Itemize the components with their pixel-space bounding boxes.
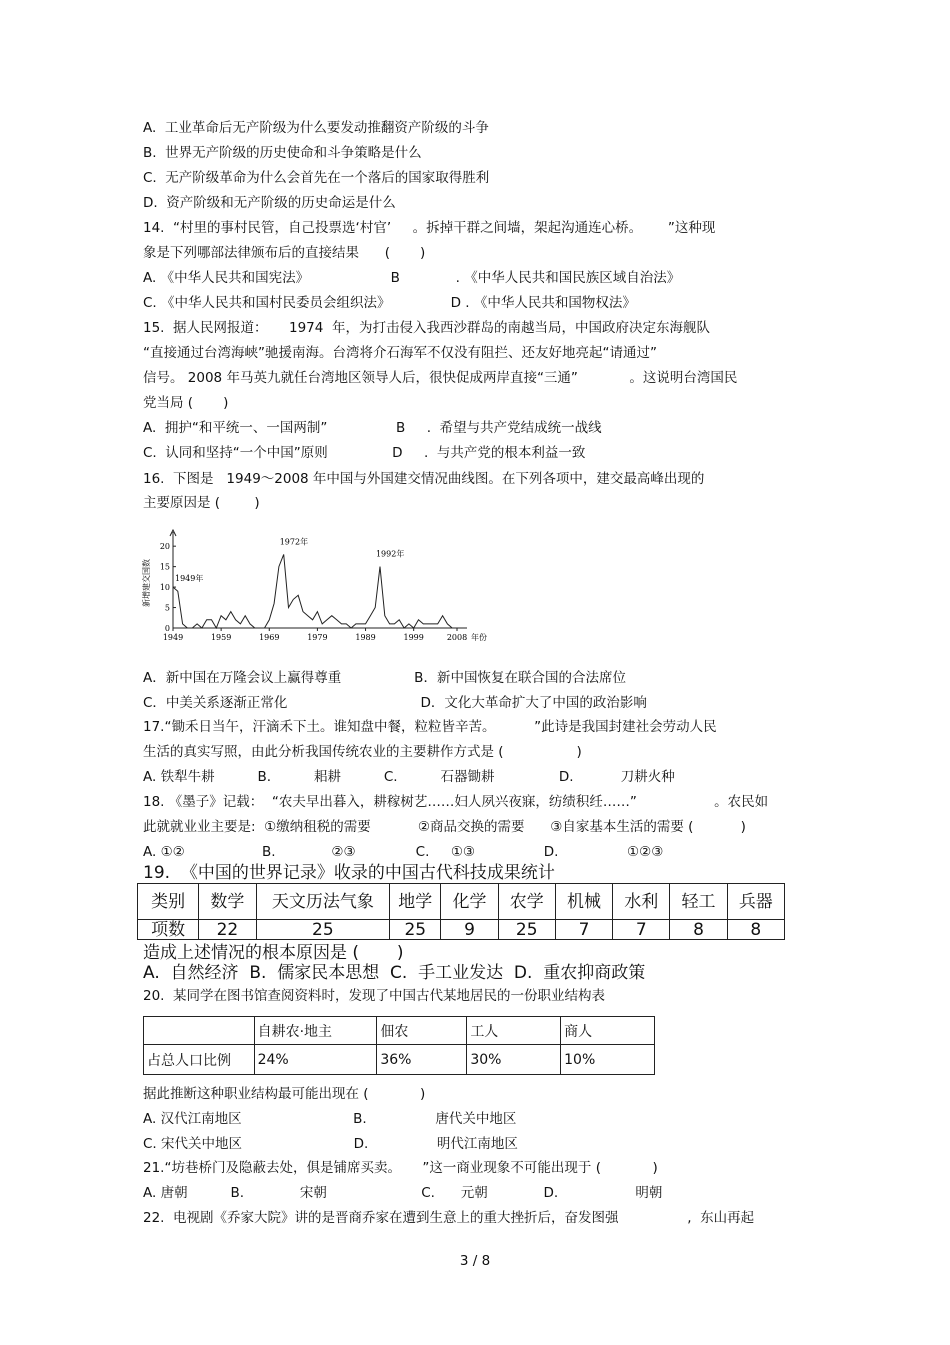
table-cell: 农学 [498,884,555,920]
text-line: 主要原因是 ( ) [143,495,260,511]
y-tick-label: 5 [164,603,170,613]
table-row-label: 占总人口比例 [144,1045,255,1075]
table-cell: 25 [256,920,390,940]
table-cell: 30% [467,1045,561,1075]
text-line: 16. 下图是 1949～2008 年中国与外国建交情况曲线图。在下列各项中，建交最高峰出现的 [143,471,705,487]
text-line: 17.“锄禾日当午，汗滴禾下土。谁知盘中餐，粒粒皆辛苦。 ”此诗是我国封建社会劳动人民 [143,719,717,735]
y-tick-label: 10 [159,583,170,593]
table-cell: 25 [390,920,441,940]
question-19-stem: 造成上述情况的根本原因是 ( ) [143,943,404,963]
x-tick-label: 1999 [403,633,424,642]
text-line: A. 《中华人民共和国宪法》 B . 《中华人民共和国民族区域自治法》 [143,270,681,286]
text-line: 22. 电视剧《乔家大院》讲的是晋商乔家在遭到生意上的重大挫折后，奋发图强 , 东山再起 [143,1210,755,1226]
text-line: 此就就业业主要是: ①缴纳租税的需要 ②商品交换的需要 ③自家基本生活的需要 ( ) [143,819,746,835]
text-line: 15. 据人民网报道： 1974 年，为打击侵入我西沙群岛的南越当局，中国政府决定东海舰队 [143,320,710,336]
table-cell: 化学 [441,884,498,920]
text-line: 18. 《墨子》记载： “农夫早出暮入，耕稼树艺……妇人夙兴夜寐，纺绩积纴……” 。农民如 [143,794,769,810]
table-cell: 机械 [555,884,612,920]
question-19-options: A. 自然经济 B. 儒家民本思想 C. 手工业发达 D. 重农抑商政策 [143,963,646,983]
x-tick-label: 1989 [355,633,376,642]
text-line: 21.“坊巷桥门及隐蔽去处，俱是铺席买卖。 ”这一商业现象不可能出现于 ( ) [143,1160,658,1176]
text-line: B. 世界无产阶级的历史使命和斗争策略是什么 [143,145,422,161]
text-line: A. 拥护“和平统一、一国两制” B . 希望与共产党结成统一战线 [143,420,602,436]
x-tick-label: 1959 [210,633,232,642]
y-tick-label: 0 [164,624,170,633]
table-row-label: 项数 [138,920,199,940]
annotation-label: 1949年 [175,574,204,584]
text-line: C. 宋代关中地区 D. 明代江南地区 [143,1136,518,1152]
y-axis-label: 新增建交国数 [142,559,151,607]
x-tick-label: 1979 [307,633,328,642]
text-line: 党当局 ( ) [143,395,229,411]
question-19-title: 19. 《中国的世界记录》收录的中国古代科技成果统计 [143,863,555,883]
text-line: A．新中国在万隆会议上赢得尊重 B．新中国恢复在联合国的合法席位 [143,670,626,686]
table-cell: 8 [727,920,784,940]
x-tick-label: 1949 [162,633,184,642]
series-line [173,554,457,628]
text-line: A. 汉代江南地区 B. 唐代关中地区 [143,1111,517,1127]
science-achievements-table [137,883,785,940]
text-line: 14. “村里的事村民管，自己投票选‘村官’ 。拆掉干群之间墙，架起沟通连心桥。 ”这种现 [143,220,716,236]
table-cell: 10% [561,1045,655,1075]
table-cell: 数学 [199,884,256,920]
text-line: 生活的真实写照，由此分析我国传统农业的主要耕作方式是 ( ) [143,744,582,760]
text-line: D. 资产阶级和无产阶级的历史命运是什么 [143,195,396,211]
text-line: C. 认同和坚持“一个中国”原则 D . 与共产党的根本利益一致 [143,445,586,461]
table-row [138,920,785,940]
table-cell: 兵器 [727,884,784,920]
table-cell: 7 [613,920,670,940]
table-cell: 佃农 [377,1017,467,1045]
table-cell: 8 [670,920,727,940]
table-cell: 22 [199,920,256,940]
table-cell: 地学 [390,884,441,920]
text-line: 据此推断这种职业结构最可能出现在 ( ) [143,1086,426,1102]
text-line: A. 工业革命后无产阶级为什么要发动推翻资产阶级的斗争 [143,120,489,136]
table-cell: 7 [555,920,612,940]
occupation-structure-table [143,1016,655,1075]
table-row [144,1045,655,1075]
text-line: A. 铁犁牛耕 B. 耜耕 C. 石器锄耕 D. 刀耕火种 [143,769,675,785]
table-cell: 轻工 [670,884,727,920]
table-cell: 工人 [467,1017,561,1045]
page-number: 3 / 8 [459,1253,491,1269]
table-cell: 25 [498,920,555,940]
table-header-row [144,1017,655,1045]
table-cell [144,1017,255,1045]
annotation-label: 1992年 [375,549,405,559]
text-line: C. 《中华人民共和国村民委员会组织法》 D . 《中华人民共和国物权法》 [143,295,636,311]
x-axis-label: 年份 [471,633,487,642]
table-cell: 类别 [138,884,199,920]
table-cell: 9 [441,920,498,940]
text-line: 信号。 2008 年马英九就任台湾地区领导人后，很快促成两岸直接“三通” 。这说明台湾国民 [143,370,738,386]
table-cell: 自耕农·地主 [254,1017,377,1045]
y-tick-label: 15 [159,562,170,572]
x-tick-label: 1969 [259,633,280,642]
table-cell: 24% [254,1045,377,1075]
text-line: A. ①② B. ②③ C. ①③ D. ①②③ [143,844,664,860]
annotation-label: 1972年 [279,537,309,547]
x-tick-label: 2008 [446,633,468,642]
text-line: C．中美关系逐渐正常化 D．文化大革命扩大了中国的政治影响 [143,695,647,711]
text-line: “直接通过台湾海峡”驰援南海。台湾将介石海军不仅没有阻拦、还友好地亮起“请通过” [143,345,657,361]
table-cell: 天文历法气象 [256,884,390,920]
table-cell: 36% [377,1045,467,1075]
question-20-title: 20. 某同学在图书馆查阅资料时，发现了中国古代某地居民的一份职业结构表 [143,988,606,1004]
diplomatic-relations-line-chart [135,528,505,648]
table-cell: 商人 [561,1017,655,1045]
table-cell: 水利 [613,884,670,920]
text-line: A. 唐朝 B. 宋朝 C. 元朝 D. 明朝 [143,1185,663,1201]
table-header-row [138,884,785,920]
text-line: 象是下列哪部法律颁布后的直接结果 ( ) [143,245,426,261]
text-line: C. 无产阶级革命为什么会首先在一个落后的国家取得胜利 [143,170,490,186]
y-tick-label: 20 [159,542,170,552]
